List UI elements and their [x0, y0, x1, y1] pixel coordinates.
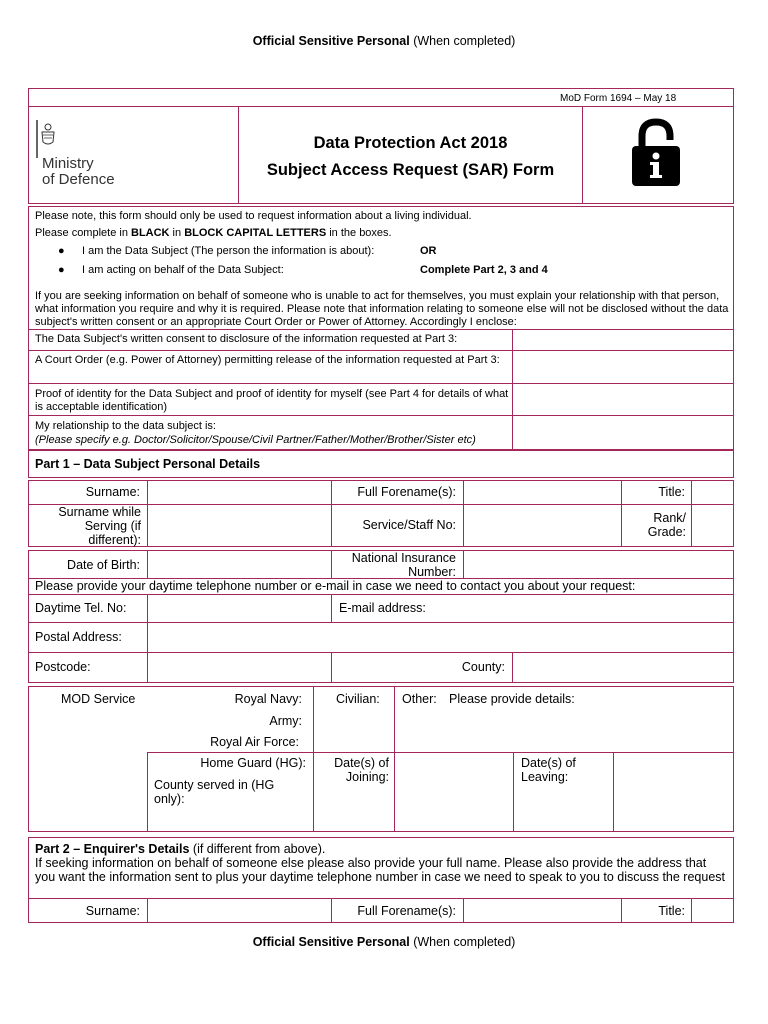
form-reference: MoD Form 1694 – May 18	[560, 93, 677, 104]
raf-label[interactable]: Royal Air Force:	[210, 735, 299, 749]
email-field[interactable]	[440, 595, 733, 622]
county-label: County:	[461, 660, 505, 674]
consent-field[interactable]	[513, 330, 733, 350]
tel-label: Daytime Tel. No:	[35, 601, 127, 615]
intro-paragraph: If you are seeking information on behalf of someone who is unable to act for themselves, you must explain your relationship with that person, what information you require and why it is required. Please note that information relating to someone else will not be disclosed without the data subject's written consent or an appropriate Court Order or Power of Attorney. Accordingly I enclose:	[35, 290, 729, 328]
bullet-on-behalf: I am acting on behalf of the Data Subject:	[82, 264, 284, 276]
enclose-consent-label: The Data Subject's written consent to disclosure of the information requested at Part 3:	[35, 333, 458, 345]
royal-navy-label[interactable]: Royal Navy:	[234, 692, 302, 706]
home-guard-label[interactable]: Home Guard (HG):	[200, 756, 306, 770]
relationship-label: My relationship to the data subject is:	[35, 420, 216, 432]
intro-note: Please note, this form should only be used to request information about a living individual.	[35, 210, 472, 222]
logo-line-2: of Defence	[42, 171, 115, 188]
part2-heading-line	[35, 842, 325, 856]
service-no-field[interactable]	[464, 505, 621, 546]
surname-label: Surname:	[85, 485, 140, 499]
part2-forenames-field[interactable]	[464, 899, 621, 922]
mod-service-label: MOD Service	[61, 692, 136, 706]
page-footer-bold: Official Sensitive Personal	[252, 935, 410, 949]
county-field[interactable]	[513, 653, 733, 682]
ni-label: National Insurance Number:	[351, 551, 456, 579]
page-header-note: (When completed)	[413, 34, 516, 48]
title-line-1: Data Protection Act 2018	[313, 134, 508, 152]
other-label[interactable]: Other:	[402, 692, 437, 706]
part2-surname-field[interactable]	[148, 899, 331, 922]
forenames-field[interactable]	[464, 481, 621, 504]
part2-paragraph: If seeking information on behalf of someone else please also provide your full name. Please also provide the address that you want the information sent to plus your daytime telephone number in case we need to speak to you to discuss the request	[35, 856, 725, 884]
logo-line-1: Ministry	[42, 155, 94, 172]
postcode-field[interactable]	[148, 653, 331, 682]
part2-heading: Part 2 – Enquirer's Details	[35, 842, 190, 856]
leaving-field[interactable]	[614, 753, 733, 831]
page-footer-note: (When completed)	[413, 935, 516, 949]
title-label: Title:	[658, 485, 685, 499]
postal-label: Postal Address:	[35, 630, 122, 644]
postcode-label: Postcode:	[35, 660, 91, 674]
other-details-label: Please provide details:	[449, 692, 575, 706]
title-field[interactable]	[692, 481, 733, 504]
identity-field[interactable]	[513, 384, 733, 415]
crest-icon	[36, 120, 56, 158]
title-line-2: Subject Access Request (SAR) Form	[266, 161, 555, 179]
intro-complete: Please complete in BLACK in BLOCK CAPITAL LETTERS in the boxes.	[35, 227, 392, 239]
mod-logo	[36, 118, 236, 198]
relationship-field[interactable]	[513, 416, 733, 450]
bullet-or: OR	[420, 245, 437, 257]
part2-forenames-label: Full Forename(s):	[357, 904, 456, 918]
army-label[interactable]: Army:	[269, 714, 302, 728]
bullet-icon: ●	[58, 245, 65, 257]
bullet-data-subject: I am the Data Subject (The person the information is about):	[82, 245, 375, 257]
surname-serving-label: Surname while Serving (if different):	[58, 505, 141, 547]
relationship-hint: (Please specify e.g. Doctor/Solicitor/Spouse/Civil Partner/Father/Mother/Brother/Sister etc)	[35, 434, 476, 446]
dob-field[interactable]	[148, 551, 331, 578]
court-order-field[interactable]	[513, 351, 733, 383]
county-hg-label: County served in (HG only):	[154, 778, 275, 806]
service-no-label: Service/Staff No:	[362, 518, 456, 532]
email-label: E-mail address:	[339, 601, 426, 615]
tel-field[interactable]	[148, 595, 331, 622]
page-header	[0, 34, 768, 48]
ni-field[interactable]	[464, 551, 733, 578]
form-title	[239, 130, 582, 184]
part2-title-label: Title:	[658, 904, 685, 918]
rank-label: Rank/ Grade:	[647, 511, 686, 539]
dob-label: Date of Birth:	[67, 558, 140, 572]
part2-title-field[interactable]	[692, 899, 733, 922]
joining-field[interactable]	[395, 753, 512, 831]
leaving-label: Date(s) of Leaving:	[521, 756, 576, 784]
part2-heading-note: (if different from above).	[192, 842, 326, 856]
postal-field[interactable]	[148, 623, 733, 652]
surname-field[interactable]	[148, 481, 331, 504]
page-header-bold: Official Sensitive Personal	[252, 34, 410, 48]
padlock-info-icon	[628, 118, 684, 190]
contact-note: Please provide your daytime telephone number or e-mail in case we need to contact you about your request:	[35, 579, 636, 593]
enclose-court-order-label: A Court Order (e.g. Power of Attorney) permitting release of the information requested at Part 3:	[35, 354, 500, 366]
surname-serving-field[interactable]	[148, 505, 331, 546]
bullet-icon: ●	[58, 264, 65, 276]
page-footer	[0, 935, 768, 949]
forenames-label: Full Forename(s):	[357, 485, 456, 499]
part1-heading: Part 1 – Data Subject Personal Details	[35, 457, 261, 471]
other-details-field[interactable]	[440, 708, 732, 750]
rank-field[interactable]	[692, 505, 733, 546]
civilian-label[interactable]: Civilian:	[336, 692, 380, 706]
bullet-complete-parts: Complete Part 2, 3 and 4	[420, 264, 548, 276]
joining-label: Date(s) of Joining:	[334, 756, 389, 784]
enclose-identity-label: Proof of identity for the Data Subject and proof of identity for myself (see Part 4 for details of what is acceptable identification)	[35, 388, 509, 413]
part2-surname-label: Surname:	[85, 904, 140, 918]
